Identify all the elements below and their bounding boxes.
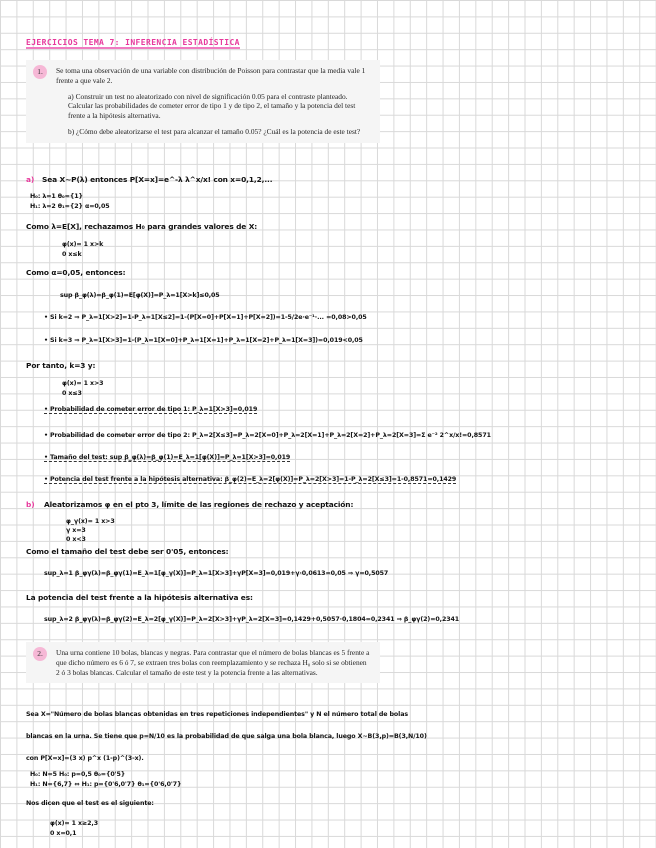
- solution-line: sup β_φ(λ)=β_φ(1)=E[φ(X)]=P_λ=1[X>k]≤0,05: [60, 292, 220, 299]
- solution-line: Como α=0,05, entonces:: [26, 268, 126, 277]
- solution-line: Por tanto, k=3 y:: [26, 361, 96, 370]
- question-part-a: a) Construir un test no aleatorizado con nivel de significación 0.05 para el contraste planteado. Calcular las probabilidades de cometer error de tipo 1 y de tipo 2, el tamaño y la potencia del test frente a la hipótesis alternativa.: [68, 91, 356, 121]
- error-type-1: • Probabilidad de cometer error de tipo 1: P_λ=1[X>3]=0,019: [44, 406, 258, 413]
- test-function: 0 x≤k: [62, 251, 82, 258]
- solution-line: La potencia del test frente a la hipótesis alternativa es:: [26, 593, 253, 602]
- test-power: • Potencia del test frente a la hipótesis alternativa: β_φ(2)=E_λ=2[φ(X)]=P_λ=2[X>3]=1-P_λ=2[X≤3]=1-0,8571=0,1429: [44, 476, 457, 483]
- solution-line: Nos dicen que el test es el siguiente:: [26, 800, 154, 807]
- error-type-2: • Probabilidad de cometer error de tipo 2: P_λ=2[X≤3]=P_λ=2[X=0]+P_λ=2[X=1]+P_λ=2[X=2]+P_λ=2[X=3]=Σ e⁻² 2^x/x!=0,8571: [44, 432, 491, 439]
- question-number: 1.: [33, 65, 47, 79]
- question-stem: Una urna contiene 10 bolas, blancas y negras. Para contrastar que el número de bolas blancas es 5 frente a que dicho número es 6 ó 7, se extraen tres bolas con reemplazamiento y se rechaza H₀ solo si se obtienen 2 ó 3 bolas blancas. Calcular el tamaño de este test y la potencia frente a las alternativas.: [56, 648, 370, 677]
- question-number: 2.: [33, 647, 47, 661]
- test-function: φ(x)= 1 x>k: [62, 241, 104, 248]
- solution-line: con P[X=x]=(3 x) p^x (1-p)^(3-x).: [26, 755, 144, 762]
- test-function: φ(x)= 1 x>3: [62, 380, 104, 387]
- solution-line: Como el tamaño del test debe ser 0'05, entonces:: [26, 547, 229, 556]
- solution-line: sup_λ=2 β_φγ(λ)=β_φγ(2)=E_λ=2[φ_γ(X)]=P_λ=2[X>3]+γP_λ=2[X=3]=0,1429+0,5057·0,1804=0,2341 ⇒ β_φγ(2)=0,2341: [44, 616, 460, 623]
- solution-line: sup_λ=1 β_φγ(λ)=β_φγ(1)=E_λ=1[φ_γ(X)]=P_λ=1[X>3]+γP[X=3]=0,019+γ·0,0613=0,05 ⇒ γ=0,5057: [44, 570, 389, 577]
- solution-line: • Si k=3 ⇒ P_λ=1[X>3]=1-(P_λ=1[X=0]+P_λ=1[X=1]+P_λ=1[X=2]+P_λ=1[X=3])=0,019<0,05: [44, 337, 363, 344]
- hypothesis-h1: H₁: N={6,7} ⇔ H₁: p={0'6,0'7} θ₁={0'6,0'7}: [30, 781, 182, 788]
- solution-line: • Si k=2 ⇒ P_λ=1[X>2]=1-P_λ=1[X≤2]=1-(P[X=0]+P[X=1]+P[X=2])=1-5/2e·e⁻¹·... =0,08>0,05: [44, 314, 367, 321]
- hypothesis-h1: H₁: λ=2 θ₁={2} α=0,05: [30, 203, 110, 210]
- test-function: 0 x=0,1: [50, 830, 77, 837]
- hypothesis-h0: H₀: λ=1 θ₀={1}: [30, 193, 83, 200]
- test-function: φ(x)= 1 x≥2,3: [50, 820, 98, 827]
- question-2-box: [26, 642, 380, 683]
- test-function: 0 x≤3: [62, 390, 82, 397]
- solution-line: Aleatorizamos φ en el pto 3, límite de las regiones de rechazo y aceptación:: [44, 500, 354, 509]
- part-b-label: b): [26, 500, 35, 509]
- question-part-b: b) ¿Cómo debe aleatorizarse el test para alcanzar el tamaño 0.05? ¿Cuál es la potencia de este test?: [68, 126, 361, 136]
- question-stem: Se toma una observación de una variable con distribución de Poisson para contrastar que la media vale 1 frente a que vale 2.: [56, 66, 366, 85]
- solution-line: Sea X="Número de bolas blancas obtenidas en tres repeticiones independientes" y N el número total de bolas: [26, 711, 409, 718]
- page-title: EJERCICIOS TEMA 7: INFERENCIA ESTADÍSTICA: [26, 38, 240, 47]
- test-size: • Tamaño del test: sup β_φ(λ)=β_φ(1)=E_λ=1[φ(X)]=P_λ=1[X>3]=0,019: [44, 454, 291, 461]
- test-function: γ x=3: [66, 527, 86, 534]
- solution-line: Como λ=E[X], rechazamos H₀ para grandes valores de X:: [26, 222, 258, 231]
- solution-line: Sea X~P(λ) entonces P[X=x]=e^-λ λ^x/x! con x=0,1,2,...: [42, 175, 273, 184]
- test-function: φ_γ(x)= 1 x>3: [66, 518, 115, 525]
- hypothesis-h0: H₀: N=5 H₀: p=0,5 θ₀={0'5}: [30, 771, 126, 778]
- solution-line: blancas en la urna. Se tiene que p=N/10 es la probabilidad de que salga una bola blanca, luego X~B(3,p)=B(3,N/10): [26, 733, 427, 740]
- test-function: 0 x<3: [66, 536, 86, 543]
- part-a-label: a): [26, 175, 35, 184]
- question-1-box: [26, 60, 380, 143]
